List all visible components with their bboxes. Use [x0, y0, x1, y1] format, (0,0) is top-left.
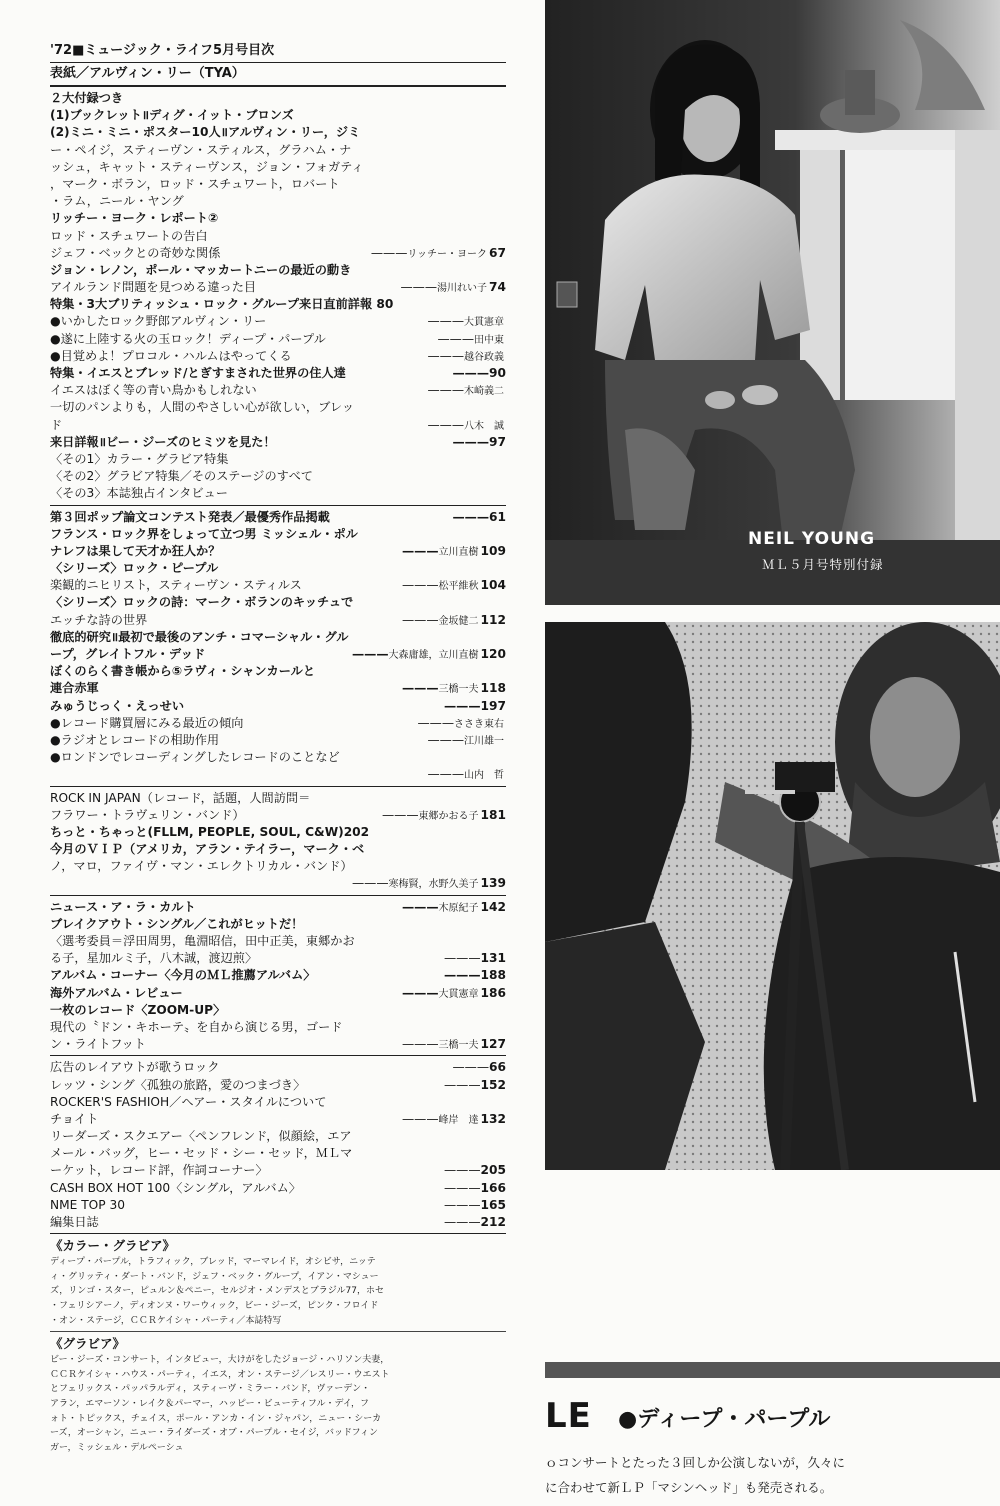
toc-entry-title: ●ラジオとレコードの相助作用	[50, 732, 220, 747]
toc-entry-page: 166	[480, 1180, 506, 1195]
leader-dash: ———	[401, 985, 439, 1000]
toc-entry	[50, 1214, 506, 1231]
gravure-line: ズ，リンゴ・スター，ピュルン＆ペニー，セルジオ・メンデスとブラジル77，ホセ	[50, 1286, 384, 1297]
gravure-line: ディープ・パープル，トラフィック，ブレッド，マーマレイド，オシビサ，ニッテ	[50, 1257, 376, 1268]
toc-entry	[50, 262, 506, 279]
leader-dash: ———	[452, 509, 490, 524]
leader-dash: ———	[427, 767, 464, 782]
leader-dash: ———	[351, 647, 389, 661]
toc-entry-title: CASH BOX HOT 100〈シングル，アルバム〉	[50, 1180, 301, 1195]
leader-dash: ———	[401, 1037, 439, 1052]
toc-entry-title: (1)ブックレット॥ディグ・イット・ブロンズ	[50, 108, 294, 123]
toc-entry	[50, 210, 506, 227]
gravure-title: 《グラビア》	[50, 1336, 126, 1352]
toc-entry-title: 連合赤軍	[50, 681, 99, 696]
leader-dash: ———	[401, 578, 439, 593]
toc-entry-title: ー・ペイジ，スティーヴン・スティルス，グラハム・ナ	[50, 142, 352, 157]
leader-dash: ———	[443, 1163, 481, 1178]
toc-entry-page: 205	[480, 1163, 506, 1178]
leader-dash: ———	[400, 280, 438, 295]
toc-entry	[50, 1059, 506, 1076]
toc-entry-title: 第３回ポップ論文コンテスト発表／最優秀作品掲載	[50, 509, 330, 524]
leader-dash: ———	[443, 1215, 481, 1229]
leader-dash: ———	[452, 1060, 490, 1075]
gravure-line: ＣＣＲケイシャ・ハウス・パーティ，イエス，オン・ステージ／レスリー・ウエスト	[50, 1369, 390, 1380]
toc-entry-title: チョイト	[50, 1111, 99, 1126]
leader-dash: ———	[401, 543, 439, 558]
toc-entry	[50, 858, 506, 875]
toc-entry	[50, 916, 506, 933]
toc-entry-right	[425, 417, 506, 434]
photo-caption-name: NEIL YOUNG	[748, 529, 876, 549]
toc-entry-right	[350, 646, 506, 663]
toc-entry	[50, 629, 506, 646]
toc-entry	[50, 967, 506, 984]
toc-entry	[50, 790, 506, 807]
article-title-deep-purple: ●ディープ・パープル	[618, 1407, 831, 1432]
toc-entry-right	[415, 715, 506, 732]
toc-entry	[50, 1128, 506, 1145]
toc-entry-title: リーダーズ・スクエアー〈ペンフレンド，似顔絵，エア	[50, 1129, 352, 1144]
toc-entry-right	[400, 899, 506, 916]
toc-entry-title: 特集・3大ブリティッシュ・ロック・グループ来日直前詳報 80	[50, 297, 394, 312]
toc-entry-right	[442, 698, 506, 715]
toc-entry	[50, 1019, 506, 1036]
toc-entry	[50, 612, 506, 629]
toc-entry-title: ジョン・レノン，ポール・マッカートニーの最近の動き	[50, 262, 352, 277]
toc-entry-title: ●いかしたロック野郎アルヴィン・リー	[50, 314, 267, 329]
toc-entry-author: 寒梅賢，水野久美子	[388, 879, 479, 891]
toc-entry-page: 90	[489, 366, 506, 380]
toc-entry-title: メール・バッグ，ヒー・セッド・シー・セッド，ＭＬマ	[50, 1146, 353, 1161]
toc-entry-author: 立川直樹	[438, 546, 479, 558]
toc-section	[50, 896, 506, 1057]
toc-entry-author: 越谷政義	[464, 351, 504, 363]
toc-entry-title: ROCKER'S FASHIOH／ヘアー・スタイルについて	[50, 1094, 327, 1109]
toc-entry-page: 188	[480, 968, 506, 983]
toc-entry-author: ささき東右	[454, 718, 504, 730]
toc-section	[50, 506, 506, 787]
toc-entry	[50, 159, 506, 176]
toc-entry	[50, 749, 506, 766]
toc-entry-title: 〈シリーズ〉ロック・ピープル	[50, 561, 219, 576]
toc-entry-title: 特集・イエスとブレッド/とぎすまされた世界の住人達	[50, 366, 346, 380]
toc-entry-title: ロッド・スチュワートの告白	[50, 228, 208, 243]
toc-entry	[50, 732, 506, 749]
leader-dash: ———	[427, 348, 464, 363]
toc-entry	[50, 1077, 506, 1094]
toc-entry-author: 八木 誠	[464, 420, 504, 432]
toc-entry-title: フランス・ロック界をしょって立つ男 ミッシェル・ポル	[50, 526, 358, 541]
leader-dash: ———	[370, 245, 408, 260]
toc-entry-page: 74	[489, 280, 506, 295]
toc-entry	[50, 526, 506, 543]
toc-entry	[50, 509, 506, 526]
toc-entry	[50, 348, 506, 365]
toc-entry-title: 〈その2〉グラビア特集／そのステージのすべて	[50, 469, 313, 484]
toc-entry-title: 〈シリーズ〉ロックの詩：マーク・ボランのキッチュで	[50, 595, 354, 610]
toc-entry-title: フラワー・トラヴェリン・バンド）	[50, 807, 245, 822]
toc-entry	[50, 417, 506, 434]
toc-entry	[50, 985, 506, 1002]
article-body-line-2: に合わせて新ＬＰ「マシンヘッド」も発売される。	[545, 1480, 833, 1495]
toc-entry	[50, 279, 506, 296]
toc-entry-page: 131	[480, 951, 506, 966]
toc-entry	[50, 468, 506, 485]
gravure-line: ォト・トピックス，チェイス，ポール・アンカ・イン・ジャパン，ニュー・シーカ	[50, 1413, 382, 1424]
toc-entry-right	[425, 348, 506, 365]
toc-blocks	[50, 87, 506, 1234]
toc-entry-right	[442, 967, 506, 984]
toc-entry-title: ROCK IN JAPAN（レコード，話題，人間訪問＝	[50, 790, 311, 805]
toc-entry-author: リッチー・ヨーク	[407, 248, 488, 260]
toc-entry-author: 木崎義二	[464, 386, 504, 398]
toc-entry	[50, 1036, 506, 1053]
toc-entry-title: る子，星加ルミ子，八木誠，渡辺煎〉	[50, 951, 258, 966]
toc-entry	[50, 451, 506, 468]
toc-entry-page: 97	[489, 434, 506, 449]
toc-entry-right	[400, 1111, 506, 1128]
toc-entry	[50, 245, 506, 262]
toc-entry-right	[425, 313, 506, 330]
toc-entry-title: 現代の〝ドン・キホーテ〟を自から演じる男，ゴード	[50, 1019, 343, 1034]
color-gravure-list	[50, 1255, 506, 1328]
toc-entry-title: NME TOP 30	[50, 1197, 125, 1212]
toc-entry-right	[450, 509, 506, 526]
toc-section	[50, 1056, 506, 1234]
toc-entry-author: 江川雄一	[464, 735, 504, 747]
toc-entry-right	[400, 680, 506, 697]
toc-entry-title: ，マーク・ボラン，ロッド・スチュワート，ロバート	[50, 176, 340, 191]
toc-entry-author: 大森庸雄，立川直樹	[388, 650, 479, 661]
toc-entry-right	[425, 382, 506, 399]
toc-entry-title: 海外アルバム・レビュー	[50, 985, 183, 1000]
toc-entry-title: ぼくのらく書き帳から⑤ラヴィ・シャンカールと	[50, 664, 316, 679]
toc-entry-title: 来日詳報॥ビー・ジーズのヒミツを見た！	[50, 434, 276, 449]
toc-entry-right	[350, 875, 506, 892]
toc-entry-page: 109	[480, 543, 506, 558]
toc-entry-right	[442, 1180, 506, 1197]
toc-entry-title: イエスはぼく等の青い鳥かもしれない	[50, 383, 257, 398]
gravure-line: アラン，エマーソン・レイク＆パーマー，ハッピー・ビューティフル・デイ，フ	[50, 1398, 370, 1409]
toc-entry	[50, 594, 506, 611]
toc-entry-author: 大貫憲章	[464, 317, 504, 329]
toc-entry	[50, 1002, 506, 1019]
leader-dash: ———	[401, 1111, 439, 1126]
toc-entry-title: アルバム・コーナー〈今月のＭＬ推薦アルバム〉	[50, 968, 316, 983]
toc-entry-page: 152	[480, 1077, 506, 1092]
toc-entry-right	[425, 732, 506, 749]
toc-entry	[50, 715, 506, 732]
toc-entry	[50, 313, 506, 330]
toc-entry-author: 木原紀子	[438, 902, 479, 914]
toc-entry-title: ッシュ，キャット・スティーヴンス，ジョン・フォガティ	[50, 159, 364, 174]
leader-dash: ———	[427, 417, 464, 432]
toc-entry-right	[398, 279, 506, 296]
toc-entry-title: 広告のレイアウトが歌うロック	[50, 1060, 220, 1075]
leader-dash: ———	[401, 681, 439, 696]
toc-entry-right	[442, 1214, 506, 1231]
toc-entry-title: 一枚のレコード〈ZOOM-UP〉	[50, 1002, 226, 1017]
toc-entry-author: 三橋一夫	[438, 1040, 479, 1052]
leader-dash: ———	[443, 1197, 481, 1212]
toc-entry	[50, 382, 506, 399]
toc-entry-page: 186	[480, 985, 506, 1000]
toc-entry-author: 峰岸 達	[438, 1114, 479, 1126]
toc-entry-author: 金坂健二	[438, 615, 479, 627]
toc-entry	[50, 331, 506, 348]
toc-entry-right	[400, 543, 506, 560]
toc-entry	[50, 875, 506, 892]
toc-entry-title: ●ロンドンでレコーディングしたレコードのことなど	[50, 750, 340, 765]
toc-entry-right	[400, 577, 506, 594]
toc-entry-author: 大貫憲章	[438, 988, 479, 1000]
leader-dash: ———	[437, 331, 474, 346]
toc-entry-title: ブレイクアウト・シングル／これがヒットだ！	[50, 916, 304, 931]
toc-entry-title: 楽観的ニヒリスト，スティーヴン・スティルス	[50, 578, 302, 593]
neil-young-photo	[545, 0, 1000, 605]
leader-dash: ———	[401, 612, 439, 627]
toc-entry-page: 112	[480, 612, 506, 627]
toc-header: '72■ミュージック・ライフ5月号目次	[50, 40, 506, 63]
toc-entry-author: 山内 哲	[464, 770, 504, 782]
toc-entry	[50, 193, 506, 210]
toc-entry-right	[442, 1077, 506, 1094]
gravure-line: ィ・グリッティ・ダート・バンド，ジェフ・ベック・グループ，イアン・マシュー	[50, 1271, 379, 1282]
leader-dash: ———	[443, 1077, 481, 1092]
leader-dash: ———	[427, 383, 464, 398]
toc-entry-page: 212	[480, 1215, 506, 1229]
toc-entry	[50, 1145, 506, 1162]
toc-entry	[50, 1094, 506, 1111]
band-photo	[545, 622, 1000, 1170]
toc-entry	[50, 1180, 506, 1197]
leader-dash: ———	[452, 366, 490, 380]
toc-entry	[50, 560, 506, 577]
toc-entry-right	[400, 1036, 506, 1053]
toc-entry-title: 一切のパンよりも，人間のやさしい心が欲しい，ブレッ	[50, 400, 355, 415]
toc-entry-title: ン・ライトフット	[50, 1037, 146, 1052]
toc-entry	[50, 807, 506, 824]
toc-entry	[50, 899, 506, 916]
gravure-line: ・オン・ステージ，ＣＣＲケイシャ・パーティ／本誌特写	[50, 1315, 282, 1326]
toc-entry-right	[380, 807, 506, 824]
toc-entry	[50, 228, 506, 245]
toc-entry-page: 104	[480, 578, 506, 593]
toc-entry-right	[400, 612, 506, 629]
toc-entry-title: ジェフ・ベックとの奇妙な関係	[50, 245, 221, 260]
toc-entry	[50, 1162, 506, 1179]
toc-entry-author: 東郷かおる子	[418, 810, 479, 822]
toc-entry	[50, 680, 506, 697]
leader-dash: ———	[427, 732, 464, 747]
leader-dash: ———	[443, 1180, 481, 1195]
toc-entry-title: 今月のＶＩＰ（アメリカ，アラン・テイラー，マーク・ベ	[50, 842, 365, 857]
toc-entry-title: みゅうじっく・えっせい	[50, 698, 185, 713]
table-of-contents	[50, 40, 506, 1455]
article-title-fragment: LE	[545, 1396, 592, 1436]
toc-entry	[50, 663, 506, 680]
toc-entry-title: ナレフは果して天才か狂人か？	[50, 543, 221, 558]
toc-entry-page: 181	[480, 807, 506, 822]
gravure-line: ガー，ミッシェル・デルペーシュ	[50, 1442, 184, 1453]
toc-entry-author: 松平維秋	[438, 581, 479, 593]
toc-entry-page: 66	[489, 1060, 506, 1075]
gravure-line: とフェリックス・パッパラルディ，スティーヴ・ミラー・バンド，ヴァーデン・	[50, 1384, 371, 1395]
toc-entry	[50, 90, 506, 107]
toc-entry-title: ●遂に上陸する火の玉ロック！ディープ・パープル	[50, 331, 326, 346]
toc-entry	[50, 434, 506, 451]
toc-entry	[50, 824, 506, 841]
gravure-line: ビー・ジーズ・コンサート，インタビュー，大けがをしたジョージ・ハリソン夫妻，	[50, 1355, 390, 1366]
toc-entry	[50, 107, 506, 124]
toc-entry-title: ノ，マロ，ファイヴ・マン・エレクトリカル・バンド）	[50, 859, 353, 874]
toc-cover-line: 表紙／アルヴィン・リー（TYA）	[50, 63, 506, 87]
toc-entry	[50, 766, 506, 783]
toc-entry-page: 139	[480, 876, 506, 891]
toc-entry-title: 〈その1〉カラー・グラビア特集	[50, 451, 229, 466]
toc-entry-page: 120	[480, 647, 506, 661]
leader-dash: ———	[443, 951, 481, 966]
toc-entry-title: ●目覚めよ！プロコル・ハルムはやってくる	[50, 348, 292, 363]
toc-entry-page: 67	[489, 245, 506, 260]
leader-dash: ———	[417, 715, 454, 730]
toc-entry-author: 三橋一夫	[438, 684, 479, 696]
toc-entry-right	[435, 331, 506, 348]
toc-section	[50, 787, 506, 896]
toc-entry-title: ープ，グレイトフル・デッド	[50, 647, 206, 661]
toc-entry-author: 湯川れい子	[437, 283, 488, 295]
toc-entry-page: 127	[480, 1037, 506, 1052]
toc-entry	[50, 646, 506, 663]
toc-entry-title: エッチな詩の世界	[50, 612, 148, 627]
toc-entry-title: ーケット，レコード評，作詞コーナー〉	[50, 1163, 268, 1178]
leader-dash: ———	[381, 807, 419, 822]
leader-dash: ———	[401, 899, 439, 914]
toc-entry-title: リッチー・ヨーク・レポート②	[50, 211, 219, 226]
toc-entry-right	[450, 365, 506, 382]
toc-entry	[50, 543, 506, 560]
toc-entry-right	[425, 766, 506, 783]
toc-entry	[50, 1197, 506, 1214]
toc-entry-title: アイルランド問題を見つめる違った目	[50, 280, 257, 295]
toc-entry-title: 編集日誌	[50, 1215, 99, 1229]
color-gravure-title: 《カラー・グラビア》	[50, 1238, 176, 1254]
toc-entry-title: レッツ・シング〈孤独の旅路，愛のつまづき〉	[50, 1077, 306, 1092]
article-header-bar	[545, 1362, 1000, 1378]
gravure-list	[50, 1353, 506, 1455]
toc-entry-right	[400, 985, 506, 1002]
leader-dash: ———	[427, 314, 464, 329]
toc-entry	[50, 296, 506, 313]
toc-entry	[50, 577, 506, 594]
toc-entry-page: 118	[480, 681, 506, 696]
toc-entry	[50, 365, 506, 382]
toc-entry-page: 197	[480, 698, 506, 713]
toc-entry-title: ド	[50, 417, 63, 432]
toc-entry-right	[442, 1162, 506, 1179]
toc-entry	[50, 176, 506, 193]
leader-dash: ———	[443, 968, 481, 983]
leader-dash: ———	[351, 876, 389, 891]
toc-entry	[50, 124, 506, 141]
toc-entry-title: ２大付録つき	[50, 91, 124, 105]
gravure-line: ーズ，オーシャン，ニュー・ライダーズ・オブ・パープル・セイジ，バッドフィン	[50, 1428, 378, 1439]
toc-entry-right	[450, 434, 506, 451]
article-body-line-1: ｏコンサートとたった３回しか公演しないが，久々に	[545, 1455, 846, 1470]
toc-entry-title: 〈その3〉本誌独占インタビュー	[50, 486, 228, 501]
toc-entry	[50, 841, 506, 858]
toc-entry-title: (2)ミニ・ミニ・ポスター10人॥アルヴィン・リー，ジミ	[50, 125, 361, 140]
leader-dash: ———	[452, 434, 490, 449]
toc-entry-title: ニュース・ア・ラ・カルト	[50, 899, 196, 914]
toc-entry-right	[450, 1059, 506, 1076]
toc-entry-page: 61	[489, 509, 506, 524]
toc-entry	[50, 950, 506, 967]
toc-entry-right	[369, 245, 506, 262]
toc-entry-title: ちっと・ちゃっと(FLLM, PEOPLE, SOUL, C&W)202	[50, 824, 370, 839]
toc-entry-author: 田中東	[474, 334, 504, 346]
toc-entry	[50, 698, 506, 715]
toc-entry-page: 165	[480, 1197, 506, 1212]
toc-entry-right	[442, 1197, 506, 1214]
leader-dash: ———	[443, 698, 481, 713]
toc-entry-right	[442, 950, 506, 967]
toc-section	[50, 87, 506, 506]
toc-entry	[50, 142, 506, 159]
toc-entry	[50, 1111, 506, 1128]
toc-entry	[50, 933, 506, 950]
toc-entry-page: 132	[480, 1111, 506, 1126]
toc-entry-title: 徹底的研究॥最初で最後のアンチ・コマーシャル・グル	[50, 629, 349, 644]
photo-caption-sub: ＭＬ５月号特別付録	[762, 557, 884, 572]
toc-entry	[50, 485, 506, 502]
toc-entry-title: 〈選考委員＝浮田周男，亀淵昭信，田中正美，東郷かお	[50, 934, 355, 948]
toc-entry-page: 142	[480, 899, 506, 914]
toc-entry	[50, 399, 506, 416]
toc-entry-title: ・ラム，ニール・ヤング	[50, 194, 184, 209]
toc-entry-title: ●レコード購買層にみる最近の傾向	[50, 715, 244, 730]
gravure-line: ・フェリシアーノ，ディオンヌ・ワーウィック，ビー・ジーズ，ピンク・フロイド	[50, 1300, 379, 1311]
